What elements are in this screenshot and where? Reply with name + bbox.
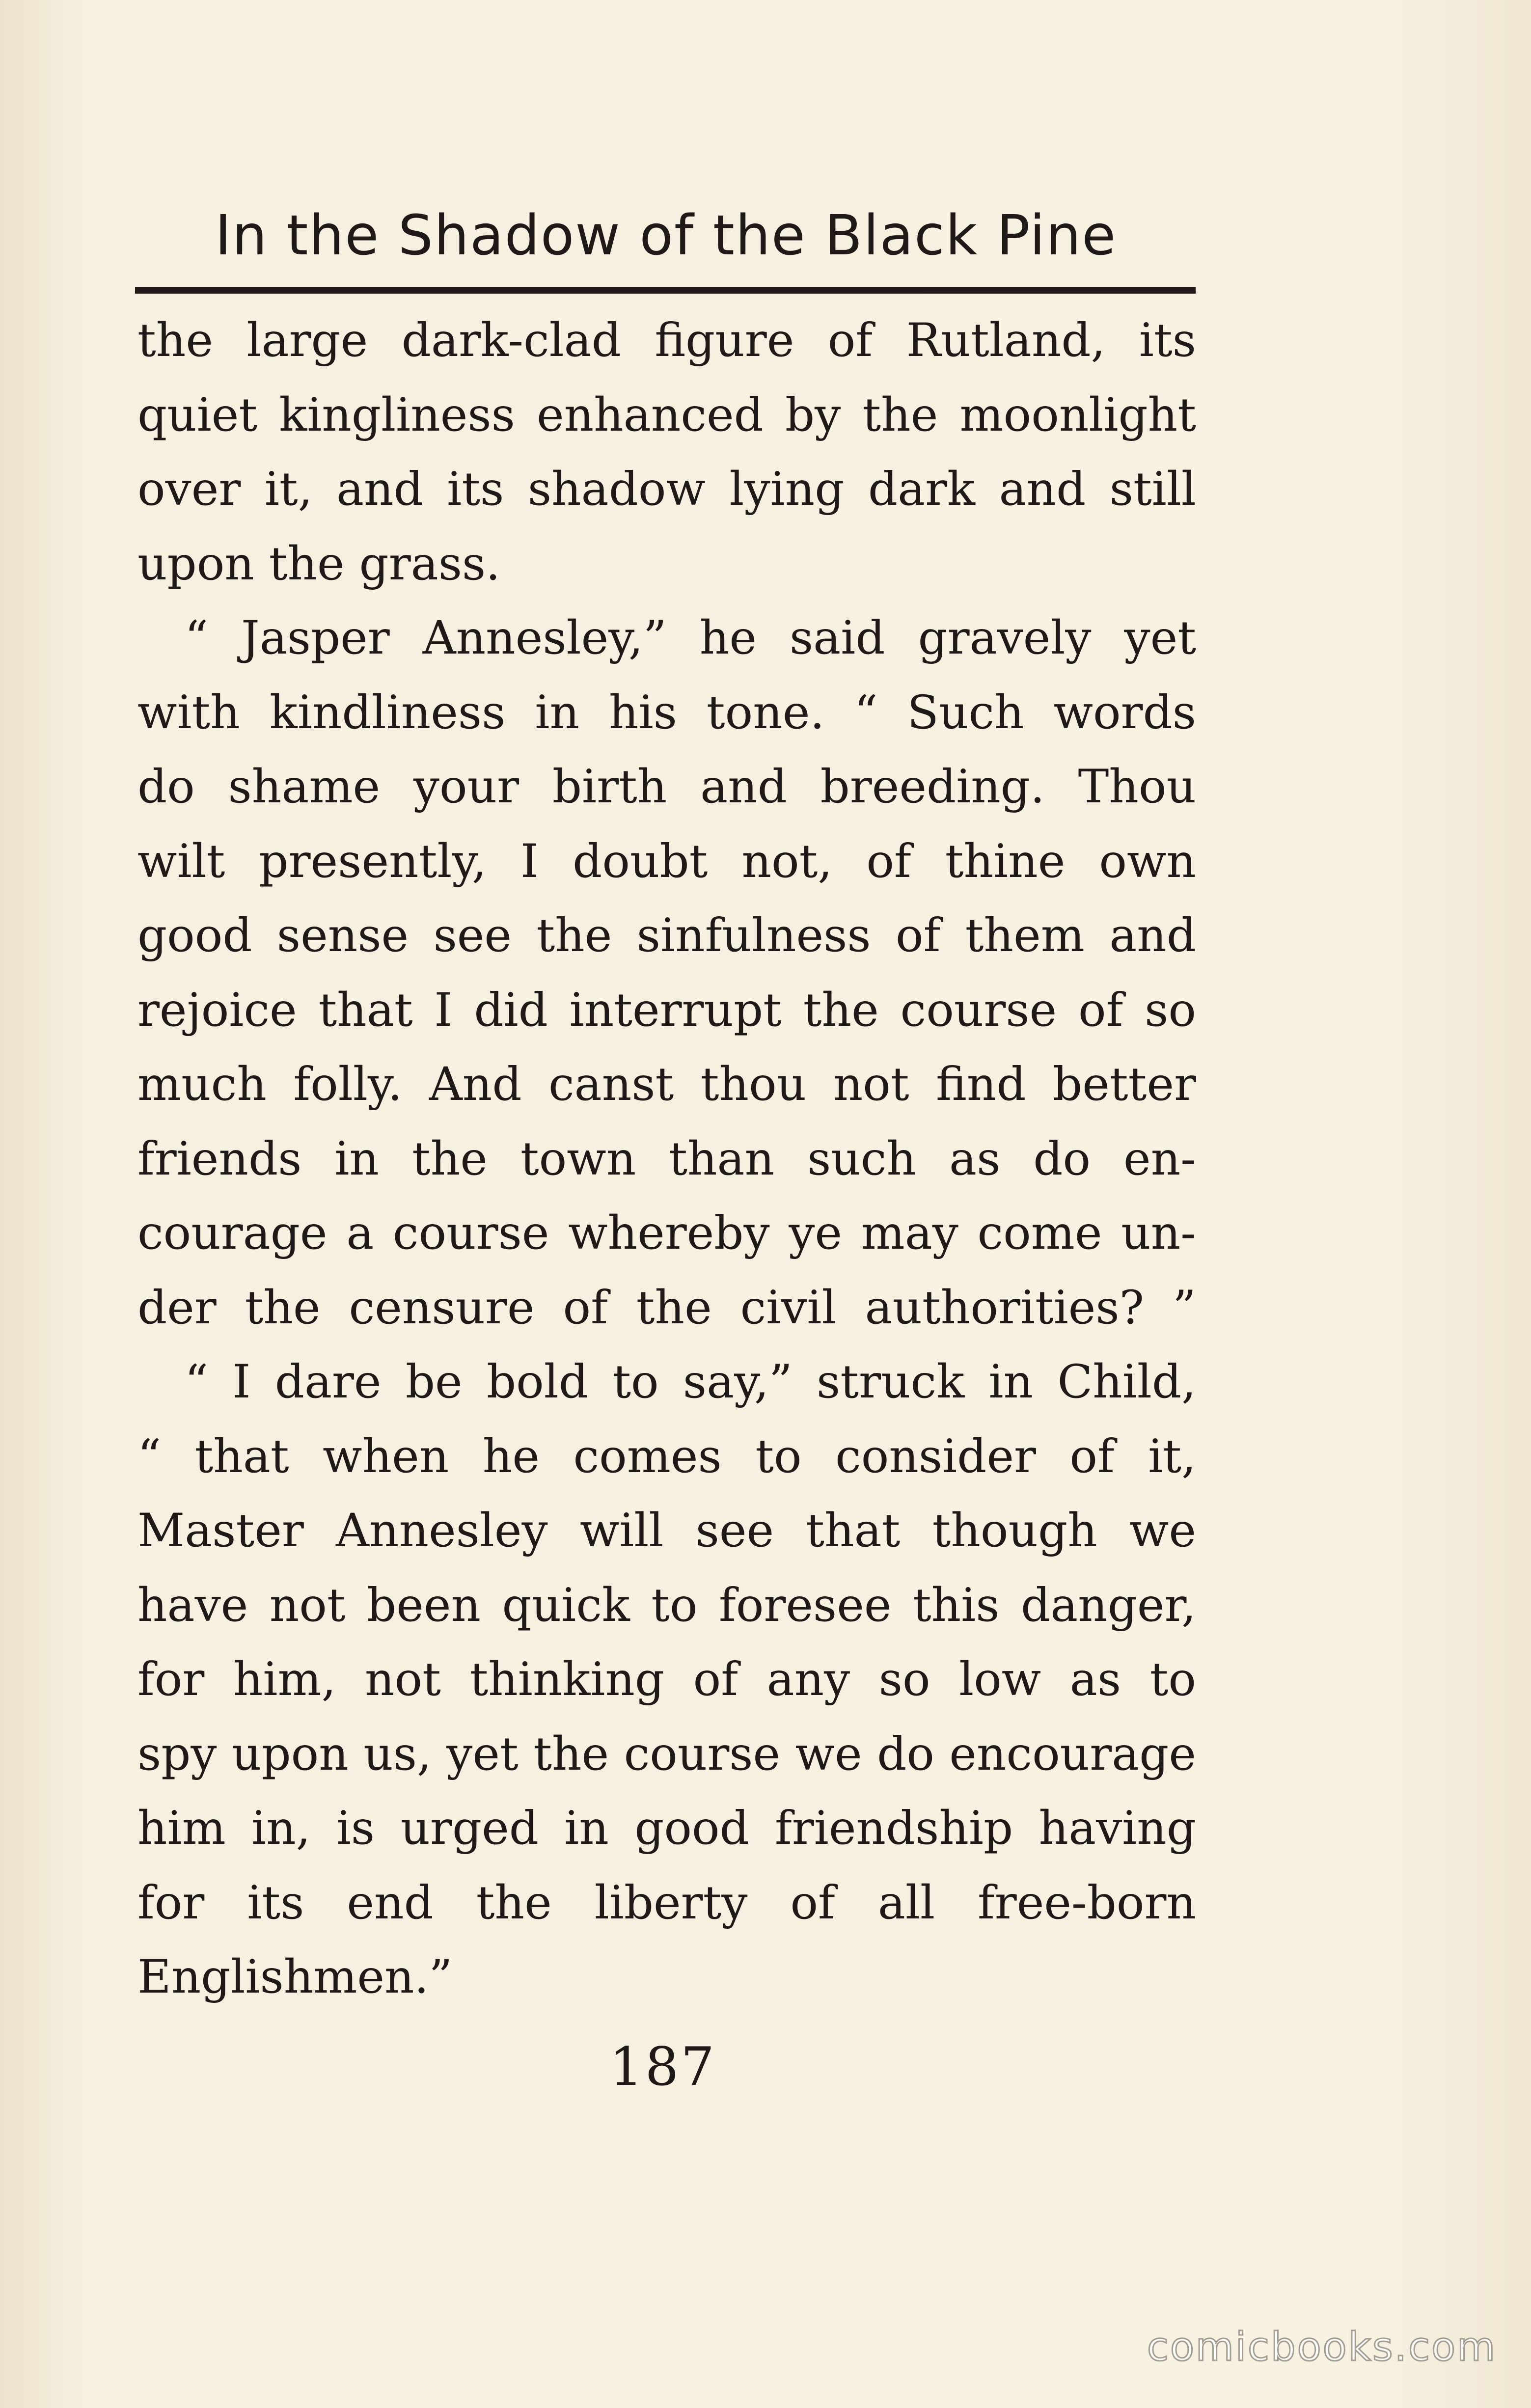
- text-line: him in, is urged in good friendship having: [137, 1802, 1196, 1855]
- running-head: In the Shadow of the Black Pine: [215, 204, 1117, 268]
- text-line: “ Jasper Annesley,” he said gravely yet: [185, 611, 1196, 665]
- text-line: good sense see the sinfulness of them and: [137, 909, 1196, 962]
- text-line: do shame your birth and breeding. Thou: [137, 760, 1196, 814]
- text-line: spy upon us, yet the course we do encourage: [137, 1727, 1196, 1781]
- text-line: Englishmen.”: [137, 1950, 453, 2004]
- watermark: comicbooks.com: [1147, 2324, 1497, 2370]
- text-line: “ that when he comes to consider of it,: [137, 1429, 1196, 1483]
- text-line: upon the grass.: [137, 537, 501, 591]
- text-line: “ I dare be bold to say,” struck in Child,: [185, 1355, 1196, 1409]
- body-text: [137, 303, 1196, 2015]
- text-line: friends in the town than such as do en-: [137, 1132, 1196, 1186]
- text-line: for him, not thinking of any so low as to: [137, 1653, 1196, 1706]
- text-line: wilt presently, I doubt not, of thine own: [137, 834, 1196, 888]
- text-line: courage a course whereby ye may come un-: [137, 1206, 1196, 1260]
- text-line: rejoice that I did interrupt the course of so: [137, 983, 1196, 1037]
- page-number: 187: [609, 2036, 717, 2098]
- text-line: der the censure of the civil authorities? ”: [137, 1281, 1196, 1335]
- text-line: have not been quick to foresee this danger,: [137, 1578, 1196, 1632]
- text-line: Master Annesley will see that though we: [137, 1504, 1196, 1558]
- text-line: for its end the liberty of all free-born: [137, 1876, 1196, 1930]
- text-line: with kindliness in his tone. “ Such words: [137, 685, 1196, 739]
- text-line: the large dark-clad figure of Rutland, its: [137, 314, 1196, 367]
- text-line: over it, and its shadow lying dark and still: [137, 463, 1196, 516]
- head-rule: [135, 287, 1196, 294]
- text-line: quiet kingliness enhanced by the moonlight: [137, 388, 1196, 442]
- text-line: much folly. And canst thou not find better: [137, 1058, 1196, 1111]
